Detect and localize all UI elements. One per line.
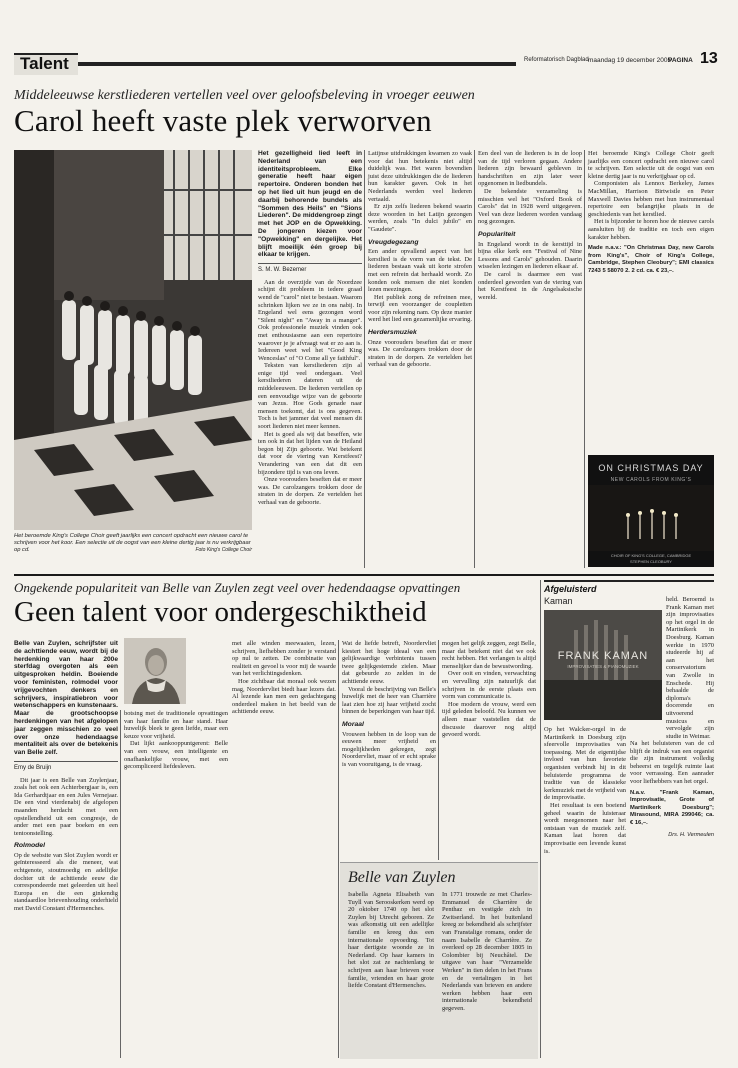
article1-col1 xyxy=(258,150,362,568)
paragraph: Latijnse uitdrukkingen kwamen zo vaak voor dat hun betekenis niet altijd duidelijk was. Het waren bovendien juist deze uitdrukkingen die de liederen hun karakter gaven. Ook in het Nederlands werden veel liederen vertaald. xyxy=(368,150,472,203)
paragraph: In 1771 trouwde ze met Charles-Emmanuel de Charrière de Penthaz en vestigde zich in Zwitserland. In het buitenland kreeg ze bekendheid als schrijfster van Franstalige romans, onder de naam Isabelle de Charrière. Ze overleed op 28 december 1805 in Colombier bij Neuchâtel. De uitgave van haar "Verzamelde Werken" in tien delen in het Frans en de vertalingen in het Nederlands van brieven en andere werken hebben haar een internationale bekendheid gegeven. xyxy=(442,891,532,1012)
paragraph: botsing met de traditionele opvattingen van haar familie en haar stand. Haar huwelijk bleek te geen liefde, maar een keuze voor vrijheid. xyxy=(124,710,228,740)
cd-subtitle: NEW CAROLS FROM KING'S xyxy=(610,477,692,483)
subhead: Vreugdegezang xyxy=(368,238,419,246)
page-label: PAGINA xyxy=(668,57,693,64)
paragraph: Wat de liefde betreft, Noordervliet kiestert het hoge ideaal van een gelijkwaardige verbintenis tussen twee gelijkgestemde zielen. Maar dat gebeurde zo zelden in de achttiende eeuw. xyxy=(342,640,436,685)
article2-col1 xyxy=(14,640,118,1058)
kaman-cd-cover xyxy=(544,610,662,720)
paragraph: Over ooit en vinden, verwachting en vervulling zijn natuurlijk dat schrijven in de eerste plaats een vorm van communicatie is. xyxy=(442,670,536,701)
article1-col4 xyxy=(588,150,714,450)
column-divider xyxy=(364,150,365,568)
review-byline: Drs. H. Vermeulen xyxy=(668,831,714,838)
belle-portrait xyxy=(124,638,186,704)
page-date: maandag 19 december 2005 xyxy=(588,57,672,64)
subhead: Herdersmuziek xyxy=(368,329,417,337)
article1-lead: Het gezelligheid lied leeft in Nederland van een identiteitsprobleem. Elke generatie heeft haar eigen repertoire. Onderen bonden het op het lied uit hun jeugd en de daarbij behorende bundels als "Sommen des Heils" en "Sions Liederen". De middengroep zingt met het JOP en de Opwekking. De jongeren kiezen voor "Opwekking" en dergelijke. Het blijft moeilijk één groep bij elkaar te krijgen. xyxy=(258,150,362,259)
choir-photo xyxy=(14,150,252,530)
paragraph: Onze voorouders beseften dat er meer was. De carolzangers trokken door de straten in de dorpen. Ze vertelden het verhaal van de geboorte. xyxy=(258,476,362,506)
cd-footer-choir: CHOIR OF KING'S COLLEGE, CAMBRIDGE xyxy=(610,553,692,558)
paragraph: Dat lijkt aankooppuntgerent: Belle van een vrouw, een intelligente en onafhankelijke vrouw, met een gecompliceerd liefdesleven. xyxy=(124,740,228,771)
sidebar-title: Belle van Zuylen xyxy=(348,869,456,886)
paragraph: Isabella Agneta Elisabeth van Tuyll van Serooskerken werd op 20 oktober 1740 op het slot Zuylen bij Utrecht geboren. Ze was afkomstig uit een adellijke familie en kreeg dus een internationale opvoeding. Tot haar dertigste woonde ze in Nederland. Op haar kamers in het slot zat ze nachtenlang te schrijven aan haar brieven voor familie, vrienden en haar grote liefde Constant d'Hermenches. xyxy=(348,891,434,990)
section-tab xyxy=(14,53,78,75)
paragraph: Hoe modern de vrouw, werd een tijd geleden beloofd. Nu kunnen we alleen maar vaststellen dat de discussie daarover nog altijd gevoerd wordt. xyxy=(442,700,536,739)
portrait-drawing xyxy=(124,638,186,704)
article1-headline: Carol heeft vaste plek verworven xyxy=(14,103,432,138)
sidebar-col1 xyxy=(348,891,434,1055)
kaman-cd-name: FRANK KAMAN xyxy=(557,650,649,662)
publication-name: Reformatorisch Dagblad xyxy=(524,57,589,63)
column-divider xyxy=(338,640,339,1058)
afgeluisterd-label: Afgeluisterd xyxy=(544,584,597,594)
column-divider xyxy=(438,640,439,860)
caption-text: Het beroemde King's College Choir geeft jaarlijks een concert opdracht een nieuwe carol te schrijven voor het koor. Een selectie uit de oogst van een kleine dertig jaar is nu verkrijgbaar op cd. xyxy=(14,533,251,553)
paragraph: Componisten als Lennox Berkeley, James MacMillan, Harrison Birtwistle en Peter Maxwell Davies hebben met hun instrumentaal repertoire een belangrijke plaats in de geschiedenis van het kerstlied. xyxy=(588,180,714,218)
afgeluisterd-tab xyxy=(544,580,714,594)
article2-col2 xyxy=(124,710,228,1058)
paragraph: mogen het gelijk zeggen, zegt Belle, maar dat betekent niet dat we ook recht hebben. Het verlangen is altijd menselijker dan de bewustwording. xyxy=(442,640,536,670)
header-rule xyxy=(78,62,516,66)
afgeluisterd-col2 xyxy=(630,740,714,1058)
paragraph: Aan de overzijde van de Noordzee schijnt dit probleem in iedere graad wend de "carol" niet te bestaan. Waarom schrinken lijken we ze in ons nabij. In Engeland wel eens gezongen word "Silent night" en "Away in a manger". Ook professionele muziek vinden ook met enthousiasme aan een repertoire waarover je je afvraagt wat er zo aan is. Iedereen weet wel het "Good King Wenceslas" of "O Come all ye faithful". xyxy=(258,278,362,362)
article1-col2 xyxy=(368,150,472,568)
article2-lead: Belle van Zuylen, schrijfster uit de achttiende eeuw, wordt bij de herdenking van haar 200e sterfdag overgoten als een uitgesproken heldin. Boeiende voor feministen, rolmodel voor vrijgevochten denkers en schrijvers, inspiratiebron voor wetenschappers en kunstenaars. Maar de grootschoopse herdenkingen van het afgelopen jaar zeggen misschien zo veel over onze hedendaagse mentaliteit als over de betekenis van Belle zelf. xyxy=(14,640,118,757)
paragraph: Na het beluisteren van de cd blijft de indruk van een organist die zijn instrument volledig beheerst en tegelijk ruimte laat voor verrassing. Een aanrader voor liefhebbers van het orgel. xyxy=(630,740,714,785)
sidebar-col2 xyxy=(442,891,532,1055)
subhead: Moraal xyxy=(342,720,364,728)
masthead xyxy=(0,52,738,74)
paragraph: Het publiek zong de refreinen mee, terwijl een voorzanger de coupletten voor zijn rekening nam. Op deze manier werd het lied een gezamenlijke ervaring. xyxy=(368,293,472,324)
paragraph: Op het Walcker-orgel in de Martinikerk in Doesburg zijn sfeervolle improvisaties van toepassing. Met de eigentijdse invloed van hun favoriete organisten verbindt hij in dit beluisterde programma de traditie van de klassieke kerkmuziek met de vrijheid van de improvisatie. xyxy=(544,726,626,802)
paragraph: Het is goed als wij dat beseffen, wie ten ook in dat het lijden van de Heiland begon bij Zijn geboorte. Wat betekent dat voor de viering van Kerstfeest? Verandering van een dat dit een bijzondere tijd is van ons leven. xyxy=(258,430,362,476)
paragraph: Een ander opvallend aspect van het kerstlied is de vorm van de tekst. De liederen bestaan vaak uit korte strofen met een refrein dat herhaald wordt. Zo konden ook mensen die niet konden lezen meezingen. xyxy=(368,248,472,294)
article2-col2b xyxy=(232,640,336,1058)
paragraph: Op de website van Slot Zuylen wordt er geïnteresseerd als die meneer, wat echtgenote, stoutmoedig en adellijke dochter uit de achttiende eeuw die correspondeerde met geleerden uit heel Europa en die een ginkendig standaardloe brievenhouding onderhield met David Constant d'Hermenches. xyxy=(14,851,118,913)
column-divider xyxy=(120,710,121,1058)
section-label: Talent xyxy=(20,54,69,73)
belle-sidebar xyxy=(340,862,538,1059)
column-divider xyxy=(584,150,585,568)
paragraph: Teksten van kerstliederen zijn al enige tijd veel ondergaan. Veel kerstliederen dateren uit de middeleeuwen. De liederen vertellen op een eenvoudige wijze van de geboorte van Jezus. Hoe Gods genade naar mensen toekomt, dat is ons gegeven. Toch is het jammer dat veel mensen dit soort liederen niet meer kennen. xyxy=(258,362,362,431)
cd-footer-conductor: STEPHEN CLEOBURY xyxy=(630,559,672,564)
cd-candles-image xyxy=(588,485,714,551)
article2-col4 xyxy=(442,640,536,860)
paragraph: Onze voorouders beseften dat er meer was. De carolzangers trokken door de straten in de dorpen. Ze vertelden het verhaal van de geboorte. xyxy=(368,338,472,369)
photo-caption xyxy=(14,533,252,554)
paragraph: Vooral de beschrijving van Belle's huwelijk met de heer van Charrière laat zien hoe zij haar vrijheid zocht binnen de beperkingen van haar tijd. xyxy=(342,685,436,716)
paragraph: Het beroemde King's College Choir geeft jaarlijks een concert opdracht een nieuwe carol te schrijven. Een selectie uit de oogst van een kleine dertig jaar is nu verkrijgbaar op cd. xyxy=(588,150,714,180)
paragraph: Hoe zichtbaar dat moraal ook wezen mag, Noordervliet biedt haar lezers dat. Al lezende kan men een gedachtegang onderdeel maken in het beeld van de achttiende eeuw. xyxy=(232,677,336,716)
choir-photo-drawing xyxy=(14,150,252,530)
column-divider xyxy=(540,580,541,1058)
article1-col3 xyxy=(478,150,582,568)
paragraph: held. Beroemd is Frank Kaman met zijn improvisaties op het orgel in de Martinikerk in Doesburg. Kaman werkte in 1970 studeerde hij af aan het conservatorium van Zwolle in Enschede. Hij behaalde de diploma's docerende en uitvoerend musicus en vervolgde zijn studie in Weimar. xyxy=(666,596,714,740)
article2-kicker: Ongekende populariteit van Belle van Zuylen zegt veel over hedendaagse opvattingen xyxy=(14,580,461,595)
article1-byline: S. M. W. Bezemer xyxy=(258,263,362,275)
paragraph: Het is bijzonder te horen hoe de nieuwe carols aansluiten bij de traditie en toch een eigen karakter hebben. xyxy=(588,218,714,241)
article2-headline: Geen talent voor ondergeschiktheid xyxy=(14,596,427,628)
article2-col3 xyxy=(342,640,436,860)
column-divider xyxy=(474,150,475,568)
cd-info: Made n.a.v.: "On Christmas Day, new Carols from King's", Choir of King's College, Cambridge, Stephen Cleobury"; EMI classics 7243 5 58070 2. 2 cd. ca. € 23,–. xyxy=(588,245,714,274)
paragraph: In Engeland wordt in de kersttijd in bijna elke kerk een "Festival of Nine Lessons and Carols" gehouden. Daarin wisselen lezingen en liederen elkaar af. xyxy=(478,240,582,271)
kaman-cd-sub: IMPROVISATIES & PIANOMUZIEK xyxy=(567,664,639,669)
subhead: Populariteit xyxy=(478,230,516,238)
page-number: 13 xyxy=(700,50,718,67)
photo-credit: Foto King's College Choir xyxy=(195,547,252,553)
paragraph: De carol is daarmee een vast onderdeel geworden van de viering van het Kerstfeest in de Angelsaksische wereld. xyxy=(478,270,582,301)
cd-cover xyxy=(588,455,714,567)
afgeluisterd-right-col xyxy=(666,596,714,740)
paragraph: De bekendste verzameling is misschien wel het "Oxford Book of Carols" dat in 1928 werd uitgegeven. Veel van deze liederen worden vandaag nog gezongen. xyxy=(478,187,582,226)
review-title: Kaman xyxy=(544,596,573,606)
paragraph: Een deel van de liederen is in de loop van de tijd verloren gegaan. Andere liederen zijn bewaard gebleven in handschriften en zijn later weer opgenomen in liedbundels. xyxy=(478,150,582,188)
article1-kicker: Middeleeuwse kerstliederen vertellen veel over geloofsbeleving in vroeger eeuwen xyxy=(14,88,475,103)
paragraph: Vrouwen hebben in de loop van de eeuwen meer vrijheid en mogelijkheden gekregen, zegt Noordervliet, maar of er echt sprake is van vooruitgang, is de vraag. xyxy=(342,730,436,768)
article2-byline: Emy de Bruijn xyxy=(14,761,118,773)
paragraph: Er zijn zelfs liederen bekend waarin deze woorden in het Latijn gezongen werden, zoals "In dulci jubilo" en "Gaudete". xyxy=(368,203,472,233)
review-info: N.a.v. "Frank Kaman, Improvisatie, Grote of Martinikerk Doesburg"; Mirasound, MIRA 299046; ca. € 16,–. xyxy=(630,789,714,826)
paragraph: Het resultaat is een boeiend geheel waarin de luisteraar wordt meegenomen naar het ontstaan van de muziek zelf. Kaman laat horen dat improvisatie een levende kunst is. xyxy=(544,801,626,855)
subhead: Rolmodel xyxy=(14,842,45,850)
paragraph: Dit jaar is een Belle van Zuylenjaar, zoals het ook een Achterbergjaar is, een Ida Gerhardtjaar en een Jules Vernejaar. De een vind vierdenabij de afgelopen maanden herdacht met een opstellendheid uit een congresje, de ander met een paar boeken en een tentoonstelling. xyxy=(14,776,118,837)
section-divider xyxy=(14,574,714,576)
afgeluisterd-col1 xyxy=(544,726,626,1058)
cd-title: ON CHRISTMAS DAY xyxy=(598,463,704,473)
paragraph: met alle winden meewaaien, lezen, schrijven, liefhebben zonder je verstand op nul te zetten. De combinatie van realiteit en gevoel is voor mij de waarde van het verlichtingsdenken. xyxy=(232,640,336,678)
